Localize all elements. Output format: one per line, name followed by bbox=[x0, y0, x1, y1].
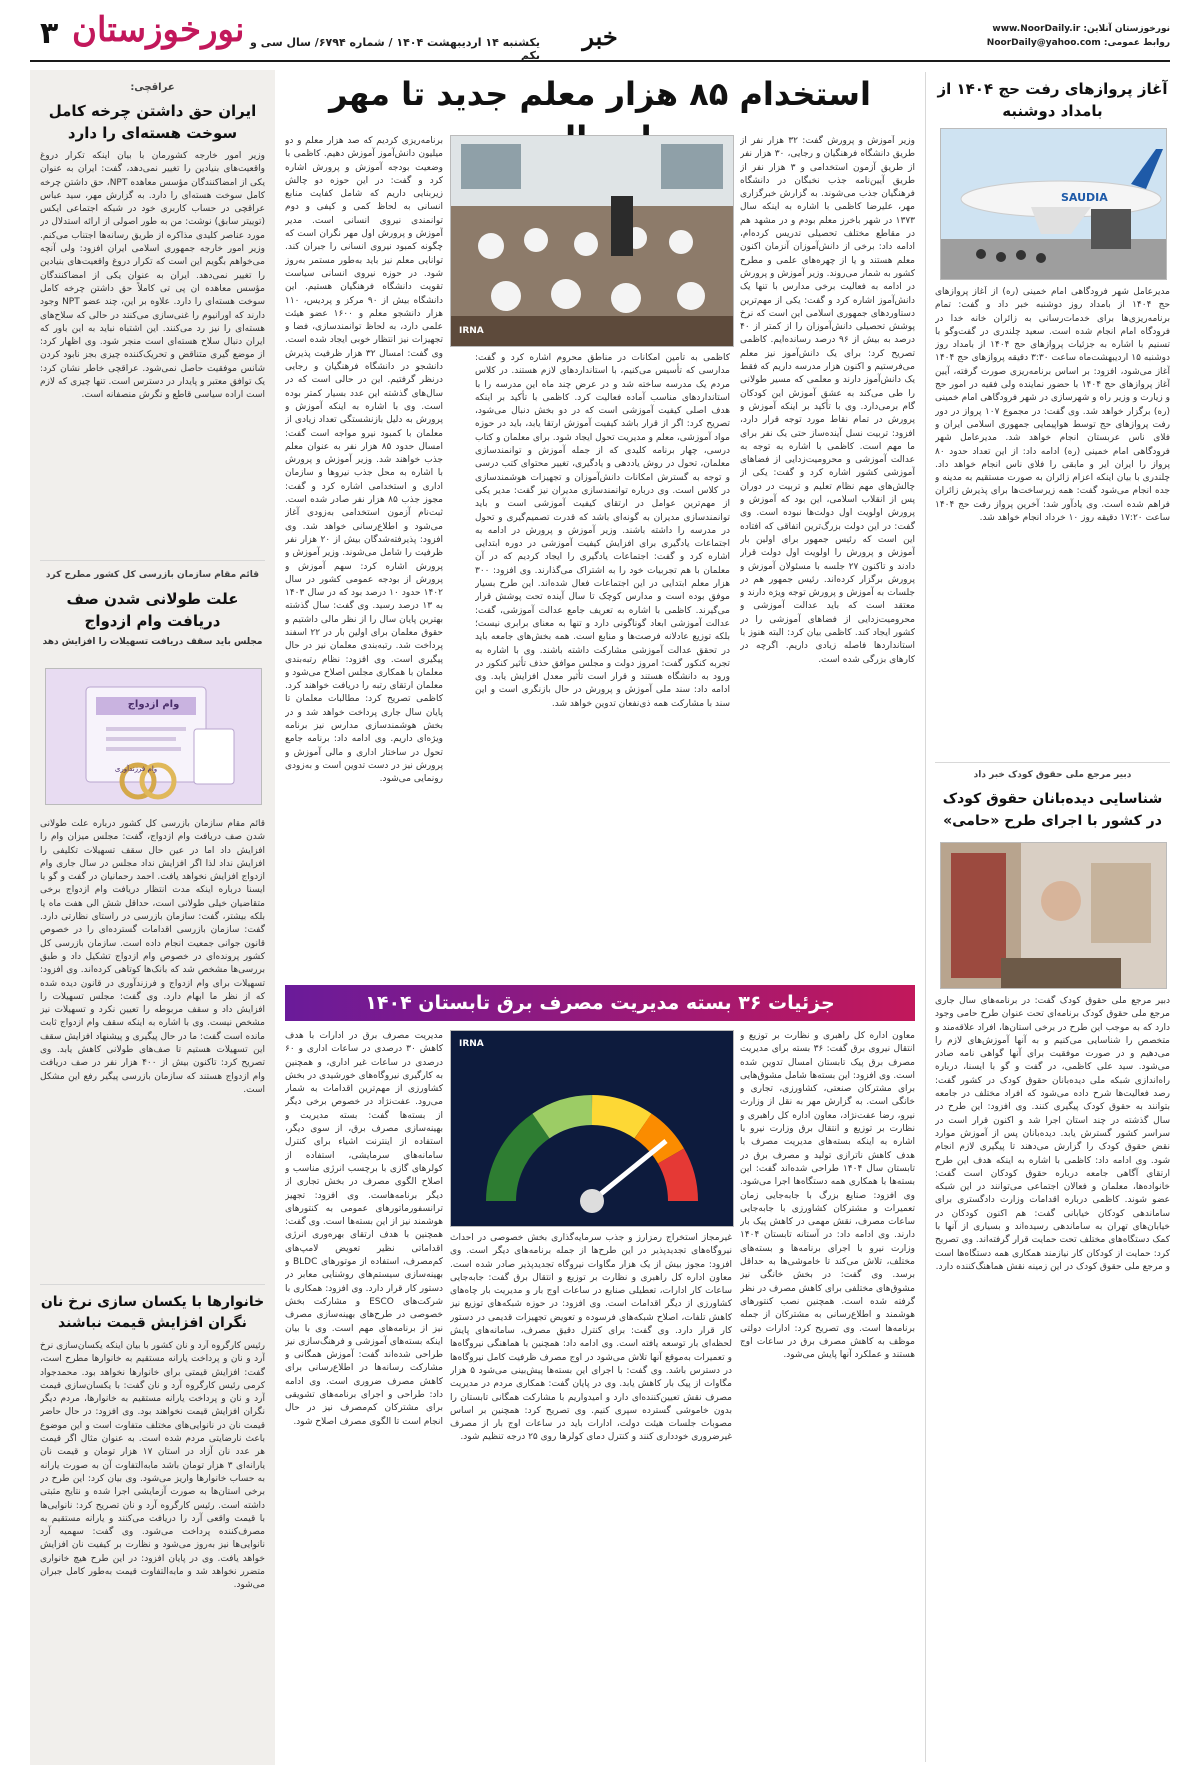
main-col-1: وزیر آموزش و پرورش گفت: ۳۲ هزار نفر از طریق دانشگاه فرهنگیان و رجایی، ۳۰ هزار نفر از طریق آزمون استخدامی و ۳ هزار نفر از طریق آیین‌نامه جذب نخبگان در دانشگاه فرهنگیان جذب می‌شوند. به گزارش خبرگزاری مهر، علیرضا کاظمی با اشاره به اینکه سال ۱۳۷۳ در شهر باخرز معلم بودم و در مشهد هم در مقاطع مختلف تحصیلی تدریس کرده‌ام، ادامه داد: برخی از دانش‌آموزان آنزمان اکنون معلم هستند و یا از چهره‌های علمی و مطرح کشور به شمار می‌روند. وزیر آموزش و پرورش در ادامه به فعالیت برخی مدارس با تنها یک دانش‌آموز اشاره کرد و گفت: یکی از مهم‌ترین دستاوردهای جمهوری اسلامی این است که نرخ پوشش تحصیلی دانش‌آموزان را از کمتر از ۴۰ درصد به بیش از ۹۶ درصد رسانده‌ایم. کاظمی تصریح کرد: برای یک دانش‌آموز نیز معلم می‌فرستیم و اکنون هزار مدرسه داریم که فقط یک دانش‌آموز دارند و معلمی که مسیر طولانی را طی می‌کند به عشق آموزش این کودکان گام برمی‌دارد. وی با تأکید بر اینکه آموزش و پرورش در تمام نقاط مورد توجه قرار دارد، افزود: تربیت نسل آینده‌ساز حتی یک نفر برای ما مهم است. کاظمی با اشاره به توجه به عدالت آموزشی و محرومیت‌زدایی از فضاهای آموزشی کشور اشاره کرد و گفت: یکی از چالش‌های مهم نظام تعلیم و تربیت در دوران پس از انقلاب اسلامی، این بود که آموزش و پرورش اولویت اول دولت‌ها نبوده است. وی گفت: در این دولت بزرگ‌ترین اتفاقی که افتاده این است که رئیس جمهور برای اولین بار آموزش و پرورش را اولویت اول دولت قرار دادند و تاکنون ۲۷ جلسه با مسئولان آموزش و پرورش برگزار کرده‌اند. رئیس جمهور هم در جلسات به آموزش و پرورش توجه ویژه دارند و معتقد است که باید عدالت آموزشی و محرومیت‌زدایی از فضاهای آموزشی را در کشور ایجاد کند. کاظمی بیان کرد: البته هنوز با استانداردها فاصله زیادی داریم. اگرچه در کارهای بزرگی شده است. bbox=[740, 136, 915, 665]
energy-photo-watermark: IRNA bbox=[459, 1039, 484, 1049]
masthead-rule bbox=[30, 60, 1170, 62]
left-divider-2 bbox=[40, 1284, 265, 1285]
photo-watermark: IRNA bbox=[459, 326, 484, 336]
right-bottom-headline: شناسایی دیده‌بانان حقوق کودک در کشور با اجرای طرح «حامی» bbox=[942, 791, 1163, 829]
web-address: نورخوزستان آنلاین: www.NoorDaily.ir bbox=[992, 24, 1170, 34]
contact-email: روابط عمومی: NoorDaily@yahoo.com bbox=[986, 38, 1170, 48]
energy-col-3: غیرمجاز استخراج رمزارز و جذب سرمایه‌گذاری بخش خصوصی در احداث نیروگاه‌های تجدیدپذیر در این طرح‌ها از جمله برنامه‌های دیگر است. وی افزود: مجوز بیش از یک هزار مگاوات نیروگاه تجدیدپذیر صادر شده است. معاون اداره کل راهبری و نظارت بر توزیع و انتقال برق گفت: جابه‌جایی ساعات کار ادارات، تعطیلی صنایع در ساعات اوج بار و مدیریت بار چاه‌های کشاورزی از دیگر اقدامات است. وی افزود: در حوزه شبکه‌های توزیع نیز کاهش تلفات، اصلاح شبکه‌های فرسوده و تعویض تجهیزات قدیمی در دستور کار قرار دارد. وی گفت: برای کنترل دقیق مصرف، سامانه‌های پایش لحظه‌ای بار توسعه یافته است. وی ادامه داد: همچنین با هماهنگی نیروگاه‌ها و تعمیرات به‌موقع آنها تلاش می‌شود در اوج مصرف ظرفیت کامل نیروگاه‌ها در دسترس باشد. وی گفت: با اجرای این بسته‌ها پیش‌بینی می‌شود ۵ هزار مگاوات از پیک بار کاهش یابد. وی در پایان گفت: همکاری مردم در مدیریت مصرف نقش تعیین‌کننده‌ای دارد و امیدواریم با مشارکت همگانی تابستان را بدون خاموشی گسترده سپری کنیم. وی تصریح کرد: همچنین بر اساس مصوبات جلسات هیئت دولت، ادارات باید در ساعات اوج بار از مصرف غیرضروری خودداری کنند و کنترل دمای کولرها روی ۲۵ درجه تنظیم شود. bbox=[450, 1233, 732, 1443]
left-bottom-headline: خانوارها با یکسان سازی نرخ نان نگران افزایش قیمت نباشند bbox=[40, 1294, 265, 1331]
left-mid-body: قائم مقام سازمان بازرسی کل کشور درباره علت طولانی شدن صف دریافت وام ازدواج، گفت: مجلس میزان وام را افزایش داد اما در عین حال سقف تسهیلات تکلیفی را افزایش نداد لذا اگر افزایش نداد مجلس در سال جاری وام ازدواج افزایش نخواهد یافت. احمد رحمانیان در گفت و گو با ایسنا درباره اینکه مدت انتظار دریافت وام ازدواج برخی متقاضیان خیلی طولانی است، حداقل شش الی هفت ماه یا بلکه بیشتر، گفت: سازمان بازرسی در راستای نظارتی دارد. گفت: سازمان بازرسی اقدامات گسترده‌ای را در خصوص قانون جوانی جمعیت انجام داده است. سازمان بازرسی کل کشور پرونده‌ای در خصوص وام ازدواج تشکیل داد و طبق بررسی‌ها مشخص شد که بانک‌ها کوتاهی کرده‌اند. وی افزود: تسهیلات برای وام ازدواج و فرزندآوری در قانون دیده شده که از نظر ما ابهام دارد. وی گفت: مجلس تسهیلات را افزایش داد و سقف مربوطه را تعیین نکرد و تسهیلات نیز مشخص نیست. وی با اشاره به اینکه سقف وام ازدواج ثابت مانده است گفت: ما در حال پیگیری و پیشنهاد افزایش سقف این تسهیلات هستیم تا صف‌های طولانی کاهش یابد. وی تصریح کرد: تاکنون بیش از ۴۰۰ هزار نفر در صف دریافت وام ازدواج هستند که سازمان بازرسی پیگیر رفع این مشکل است. bbox=[40, 819, 265, 1095]
left-mid-kicker: قائم مقام سازمان بازرسی کل کشور مطرح کرد bbox=[45, 570, 260, 580]
masthead bbox=[0, 0, 1200, 64]
left-bottom-body: رئیس کارگروه آرد و نان کشور با بیان اینکه یکسان‌سازی نرخ آرد و نان و پرداخت یارانه مستقیم به خانوارها مطرح است، گفت: افزایش قیمتی برای خانوارها نخواهد بود. محمدجواد کرمی رئیس کارگروه آرد و نان گفت: با یکسان‌سازی قیمت آرد و نان و پرداخت یارانه مستقیم به خانوارها، مردم دیگر نگران افزایش قیمت نخواهند بود. وی افزود: در حال حاضر قیمت نان در نانوایی‌های مختلف متفاوت است و این موضوع باعث نارضایتی مردم شده است. به عنوان مثال اگر قیمت هر عدد نان آزاد در استان ۱۷ هزار تومان و قیمت نان یارانه‌ای ۳ هزار تومان باشد مابه‌التفاوت آن به صورت یارانه به حساب خانوارها واریز می‌شود. وی بیان کرد: این طرح در برخی استان‌ها به صورت آزمایشی اجرا شده و نتایج مثبتی داشته است. رئیس کارگروه آرد و نان تصریح کرد: نانوایی‌ها با قیمت واقعی آرد را دریافت می‌کنند و یارانه مستقیم به مصرف‌کننده پرداخت می‌شود. وی گفت: سهمیه آرد نانوایی‌ها نیز به‌روز می‌شود و نظارت بر کیفیت نان افزایش خواهد یافت. وی در پایان افزود: در این طرح هیچ خانواری متضرر نخواهد شد و مابه‌التفاوت قیمت به‌طور کامل جبران می‌شود. bbox=[40, 1341, 265, 1591]
energy-col-1: معاون اداره کل راهبری و نظارت بر توزیع و انتقال نیروی برق گفت: ۳۶ بسته برای مدیریت مصرف برق پیک تابستان امسال تدوین شده است. وی افزود: این بسته‌ها شامل مشوق‌هایی برای مشترکان صنعتی، کشاورزی، تجاری و خانگی است. به گزارش مهر به نقل از وزارت نیرو، رضا عفت‌نژاد، معاون اداره کل راهبری و نظارت بر توزیع و انتقال برق وزارت نیرو با اشاره به اینکه بسته‌های مدیریت مصرف با هدف کاهش ناترازی تولید و مصرف برق در تابستان سال ۱۴۰۴ طراحی شده‌اند گفت: این بسته‌ها با همکاری همه دستگاه‌ها اجرا می‌شود. وی افزود: صنایع بزرگ با جابه‌جایی زمان تعمیرات و مشترکان کشاورزی با جابه‌جایی ساعات مصرف، نقش مهمی در کاهش پیک بار دارند. وی ادامه داد: در آستانه تابستان ۱۴۰۴ وزارت نیرو با اجرای برنامه‌ها و بسته‌های مختلف، تلاش می‌کند تا خاموشی‌ها به حداقل برسد. وی گفت: در بخش خانگی نیز مشوق‌های مختلفی برای کاهش مصرف در نظر گرفته شده است. همچنین نصب کنتورهای هوشمند و اطلاع‌رسانی به مشترکان از جمله برنامه‌ها است. وی تصریح کرد: ادارات دولتی موظف به کاهش مصرف برق در ساعات اوج هستند و عملکرد آنها پایش می‌شود. bbox=[740, 1031, 915, 1361]
right-divider bbox=[935, 762, 1170, 763]
plane-livery: SAUDIA bbox=[1061, 191, 1108, 204]
left-divider-1 bbox=[40, 560, 265, 561]
issue-line: یکشنبه ۱۴ اردیبهشت ۱۴۰۴ / شماره ۶۷۹۴/ سال سی و یکم bbox=[250, 36, 540, 62]
right-top-body: مدیرعامل شهر فرودگاهی امام خمینی (ره) از آغاز پروازهای حج ۱۴۰۴ از بامداد روز دوشنبه خبر داد و گفت: تمام برنامه‌ریزی‌ها برای خدمات‌رسانی به زائران خانه خدا در فرودگاه امام انجام شده است. سعید چلندری در گفت‌وگو با تسنیم با اشاره به جزئیات پروازهای حج ۱۴۰۴ از بامداد روز دوشنبه ۱۵ اردیبهشت‌ماه ساعت ۳:۳۰ دقیقه پروازهای حج ۱۴۰۴ آغاز می‌شود، افزود: بر اساس برنامه‌ریزی صورت گرفته، آیین آغاز پروازهای حج ۱۴۰۴ با حضور نماینده ولی فقیه در امور حج و زیارت و وزیر راه و شهرسازی در شهر فرودگاهی امام خمینی (ره) برگزار خواهد شد. وی گفت: در مجموع ۱۰۷ پرواز در دور رفت پروازهای حج توسط هواپیمایی جمهوری اسلامی ایران و فلای ناس عربستان انجام خواهد شد. مدیرعامل شهر فرودگاهی امام خمینی (ره) ادامه داد: از این تعداد حدود ۸۰ پرواز را ایران ایر و مابقی را فلای ناس انجام خواهد داد. چلندری با بیان اینکه اعزام زائران به صورت مستقیم به مدینه و جده انجام می‌شود گفت: همه زیرساخت‌ها برای پذیرش زائران فراهم شده است. وی یادآور شد: آخرین پرواز رفت حج ۱۴۰۴ ساعت ۱۷:۲۰ دقیقه روز ۱۰ خرداد انجام خواهد شد. bbox=[935, 287, 1170, 524]
section-title: خبر bbox=[582, 22, 618, 51]
classroom-photo-icon bbox=[450, 135, 734, 347]
right-top-headline: آغاز پروازهای رفت حج ۱۴۰۴ از بامداد دوشنبه bbox=[937, 80, 1168, 120]
energy-banner-title: جزئیات ۳۶ بسته مدیریت مصرف برق تابستان ۱۴۰۴ bbox=[365, 992, 835, 1014]
left-top-body: وزیر امور خارجه کشورمان با بیان اینکه تکرار دروغ واقعیت‌های بنیادین را تغییر نمی‌دهد، گفت: ایران به عنوان یکی از امضاکنندگان مؤسس معاهده NPT، حق داشتن چرخه کامل سوخت هسته‌ای را دارد. به گزارش مهر، سید عباس عراقچی در حساب کاربری خود در شبکه اجتماعی ایکس (توییتر سابق) نوشت: من به طور اصولی از ارائه استدلال در مورد عناصر کلیدی مذاکره از طریق رسانه‌ها اجتناب می‌کنم. وزیر امور خارجه جمهوری اسلامی ایران افزود: ولی آنچه می‌خواهم بگویم این است که تکرار دروغ واقعیت‌های بنیادین را تغییر نمی‌دهد. ایران به عنوان یکی از امضاکنندگان مؤسس معاهده ان پی تی کاملاً حق داشتن چرخه کامل سوخت هسته‌ای را دارد. علاوه بر این، چند عضو NPT وجود دارند که اورانیوم را غنی‌سازی می‌کنند در حالی که سلاح‌های هسته‌ای را نیز رد می‌کنند. این اشتباه نباید به این باور که ایران دنبال سلاح هسته‌ای است منجر شود. وی اظهار کرد: از موضع گیری متناقض و تحریک‌کننده چیزی بجز نابود کردن شانس موفقیت حاصل نمی‌شود. عراقچی خاطر نشان کرد: یک توافق معتبر و پایدار در دسترس است. تنها چیزی که لازم است اراده سیاسی قاطع و نگرش منصفانه است. bbox=[40, 151, 265, 401]
left-mid-subhead: مجلس باید سقف دریافت تسهیلات را افزایش دهد bbox=[42, 637, 263, 647]
left-top-kicker: عراقچی: bbox=[130, 82, 175, 93]
loan-card-subtitle: وام فرزندآوری bbox=[114, 765, 158, 773]
left-mid-headline: علت طولانی شدن صف دریافت وام ازدواج bbox=[66, 590, 239, 630]
official-portrait-icon bbox=[940, 842, 1167, 989]
right-column-divider bbox=[925, 72, 926, 1762]
main-col-3: برنامه‌ریزی کردیم که صد هزار معلم و دو میلیون دانش‌آموز آموزش دهیم. کاظمی با وضعیت بودجه آموزش و پرورش اشاره کرد و گفت: در این حوزه دو چالش زیربنایی داریم که شامل کفایت منابع انسانی به لحاظ کمی و کیفی و دوم توانمندی نیروی انسانی است. مدیر آموزش و پرورش اول مهر نگران است که چگونه کمبود نیروی انسانی را جبران کند. توانایی معلم نیز باید به‌طور مستمر به‌روز شود. در حوزه نیروی انسانی سیاست تقویت دانشگاه فرهنگیان هستیم. این دانشگاه بیش از ۹۰ مرکز و پردیس، ۱۱۰ هزار دانشجو معلم و ۱۶۰۰ عضو هیئت علمی دارد، به لحاظ توانمندسازی، فضا و تجهیزات نیز انتظار خوبی ایجاد شده است. وی گفت: امسال ۳۲ هزار ظرفیت پذیرش دانشجو در دانشگاه فرهنگیان و رجایی درنظر گرفتیم. این در حالی است که در سال‌های گذشته این عدد بسیار کمتر بوده است. وی با اشاره به اینکه آموزش و پرورش به دلیل بازنشستگی تعداد زیادی از معلمان با کمبود نیرو مواجه است گفت: امسال حدود ۸۵ هزار نفر به عنوان معلم جذب خواهند شد. وزیر آموزش و پرورش با اشاره به محل جذب نیروها و سازمان اداری و استخدامی اشاره کرد و گفت: مجوز جذب ۸۵ هزار نفر صادر شده است. ثبت‌نام آزمون استخدامی به‌زودی آغاز می‌شود و اطلاع‌رسانی خواهد شد. وی افزود: پذیرفته‌شدگان بیش از ۲۰ هزار نفر ظرفیت را شامل می‌شوند. وزیر آموزش و پرورش اشاره کرد: سهم آموزش و پرورش از بودجه عمومی کشور در سال ۱۴۰۲ حدود ۱۰ درصد بود که در سال ۱۴۰۳ به ۱۳ درصد رسید. وی گفت: سال گذشته بهترین پایان سال را از نظر مالی داشتیم و حقوق معلمان برای اولین بار در ۲۲ اسفند پرداخت شد. رتبه‌بندی معلمان نیز در حال پیگیری است. وی افزود: نظام رتبه‌بندی معلمان با همکاری مجلس اصلاح می‌شود و معلمان ارتقای رتبه را دریافت خواهند کرد. کاظمی تصریح کرد: مطالبات معلمان تا پایان سال جاری پرداخت خواهد شد و در بخش هوشمندسازی مدارس نیز برنامه ویژه‌ای داریم. وی ادامه داد: برنامه جامع تحول در ساختار اداری و مالی آموزش و پرورش نیز در دست تدوین است و به‌زودی رونمایی می‌شود. bbox=[285, 136, 443, 785]
right-bottom-body: دبیر مرجع ملی حقوق کودک گفت: در برنامه‌های سال جاری مرجع ملی حقوق کودک برنامه‌ای تحت عنوان طرح حامی وجود دارد که به موجب این طرح در برخی استان‌ها، افراد علاقه‌مند و متخصص را شناسایی می‌کنیم و به آنها آموزش‌های لازم را می‌دهیم و در صورت موفقیت برای آنها گواهی نامه صادر می‌شود. سید علی کاظمی، در گفت و گو با ایسنا، درباره راه‌اندازی شبکه ملی دیده‌بانان حقوق کودک در کشور گفت: رصد فعالیت‌ها شرح داده می‌شود که افراد مختلف در جامعه بتوانند به حقوق کودک پیگیری کنند. وی افزود: این طرح در سال گذشته در چند استان اجرا شد و اکنون قرار است در سراسر کشور گسترش یابد. دیده‌بانان پس از آموزش موارد نقض حقوق کودک را گزارش می‌دهند تا پیگیری لازم انجام شود. وی ادامه داد: کاظمی با اشاره به اینکه هدف این طرح ارتقای آگاهی جامعه درباره حقوق کودکان است گفت: خانواده‌ها، معلمان و فعالان اجتماعی می‌توانند در این شبکه عضو شوند. کاظمی درباره اقدامات وزارت دادگستری برای ساماندهی کودکان خیابانی گفت: هم اکنون کودکان در خیابان‌های تهران به ساماندهی رسیده‌اند و بسیاری از آنها با کمک دستگاه‌های مختلف تحت حمایت قرار گرفته‌اند. وی تصریح کرد: حمایت از کودکان کار نیازمند همکاری همه دستگاه‌ها است و مرجع ملی حقوق کودک در این زمینه نقش هماهنگ‌کننده دارد. bbox=[935, 996, 1170, 1272]
loan-card-title: وام ازدواج bbox=[127, 699, 180, 710]
power-gauge-illustration-icon bbox=[450, 1030, 734, 1227]
main-col-2: کاظمی به تأمین امکانات در مناطق محروم اشاره کرد و گفت: مدارسی که تأسیس می‌کنیم، با استانداردهای لازم هستند. در کلاس مردم یک مدرسه ساخته شد و در عرض چند ماه این مدرسه را با استانداردهای مناسب آماده فعالیت کرد. کاظمی با تأکید بر اینکه هدف اصلی کیفیت آموزشی است که در دو بخش دنبال می‌شود، تصریح کرد: اگر از قرار باشد کیفیت آموزش ارتقا یابد، باید در حوزه مواد آموزشی، معلم و مدیریت تحول ایجاد شود. برای معلمان و کتاب درسی، چهار برنامه کلیدی که از جمله آموزش و توانمندسازی معلمان، تحول در روش یاددهی و یادگیری، تغییر محتوای کتب درسی و توجه به گسترش امکانات دانش‌آموزان و تجهیزات هوشمندسازی در کلاس است. وی درباره توانمندسازی مدیران نیز گفت: مدیر یکی از مهم‌ترین عوامل در ارتقای کیفیت آموزشی است و باید توانمندسازی مدیران به گونه‌ای باشد که قدرت تصمیم‌گیری و تحول در مدرسه را داشته باشند. وزیر آموزش و پرورش در ادامه به اجتماعات یادگیری برای افزایش کیفیت آموزشی در دوره ابتدایی اشاره کرد و گفت: اجتماعات یادگیری را ایجاد کردیم که در آن معلمان با هم تجربیات خود را به اشتراک می‌گذارند. وی افزود: ۳۰۰ هزار معلم ابتدایی در این اجتماعات فعال شده‌اند. این طرح بسیار موفق بوده است و مدارس کوچک تا سال آینده تحت پوشش قرار می‌گیرند. کاظمی با اشاره به تعریف جامع عدالت آموزشی، گفت: عدالت آموزشی ابعاد گوناگونی دارد و تنها به معنای برابری نیست؛ بلکه توزیع عادلانه فرصت‌ها و منابع است. همه بخش‌های جامعه باید در تحقق عدالت آموزشی مشارکت داشته باشند. وی با اشاره به تجربه کنکور گفت: امروز دولت و مجلس موافق حذف تأثیر کنکور در ورود به دانشگاه هستند و قرار است تأثیر معدل افزایش یابد. وی ادامه داد: سند ملی آموزش و پرورش در حال بازنگری است و این سند با مشارکت همه ذی‌نفعان تدوین خواهد شد. bbox=[475, 353, 730, 709]
energy-col-2: مدیریت مصرف برق در ادارات با هدف کاهش ۳۰ درصدی در ساعات اداری و ۶۰ درصدی در ساعات غیر اداری، و همچنین به کارگیری نیروگاه‌های خورشیدی در بخش کشاورزی از مهم‌ترین اقدامات به شمار می‌رود. عفت‌نژاد در خصوص برخی دیگر از بسته‌ها گفت: بسته مدیریت و بهینه‌سازی مصرف برق، از سوی دیگر، استفاده از اینترنت اشیاء برای کنترل سامانه‌های سرمایشی، استفاده از کولرهای گازی با برچسب انرژی مناسب و اصلاح الگوی مصرف در بخش تجاری از دیگر برنامه‌هاست. وی افزود: تجهیز ترانسفورماتورهای عمومی به کنتورهای هوشمند نیز از این بسته‌ها است. وی گفت: همچنین با هدف ارتقای بهره‌وری انرژی اقداماتی نظیر تعویض لامپ‌های کم‌مصرف، استفاده از موتورهای BLDC و بهینه‌سازی سیستم‌های روشنایی معابر در دستور کار قرار دارد. وی افزود: همکاری با شرکت‌های ESCO و مشارکت بخش خصوصی در طرح‌های بهینه‌سازی مصرف نیز از برنامه‌های مهم است. وی با بیان اینکه بسته‌های آموزشی و فرهنگ‌سازی نیز طراحی شده‌اند گفت: آموزش همگانی و مشارکت رسانه‌ها در اطلاع‌رسانی برای کاهش مصرف ضروری است. وی ادامه داد: طراحی و اجرای برنامه‌های تشویقی برای مشترکان کم‌مصرف نیز در حال انجام است تا الگوی مصرف اصلاح شود. bbox=[285, 1031, 443, 1427]
airplane-photo-icon bbox=[940, 128, 1167, 280]
right-bottom-kicker: دبیر مرجع ملی حقوق کودک خبر داد bbox=[973, 770, 1132, 780]
newspaper-logo: نورخوزستان bbox=[72, 10, 245, 50]
page-number: ۳ bbox=[40, 16, 59, 51]
left-top-headline: ایران حق داشتن چرخه کامل سوخت هسته‌ای را دارد bbox=[48, 102, 257, 142]
wedding-loan-illustration-icon bbox=[45, 668, 262, 805]
main-headline: استخدام ۸۵ هزار معلم جدید تا مهر bbox=[329, 75, 871, 113]
energy-banner bbox=[285, 985, 915, 1021]
